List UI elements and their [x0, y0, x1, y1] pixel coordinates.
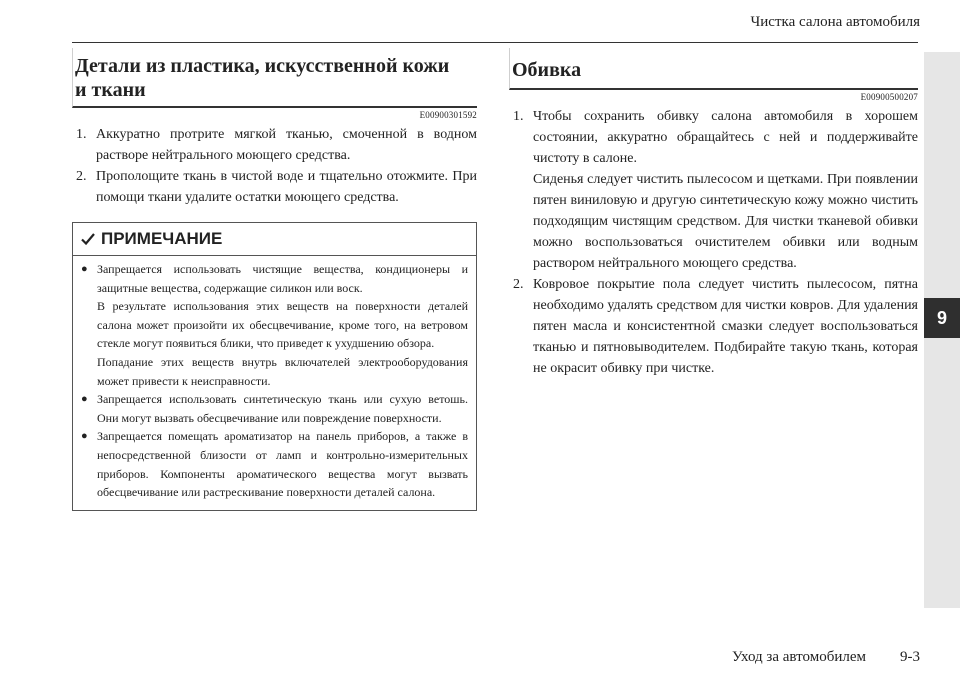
- section-code: E00900301592: [419, 110, 477, 120]
- section-code: E00900500207: [860, 92, 918, 102]
- left-column: [72, 48, 477, 511]
- step-number: 1.: [76, 127, 87, 142]
- chapter-number-tab[interactable]: 9: [924, 298, 960, 338]
- note-paragraph: Запрещается использовать синтетическую ткань или сухую ветошь. Они могут вызвать обесцвечивание или повреждение поверхности.: [97, 392, 468, 425]
- step-paragraph: Ковровое покрытие пола следует чистить пылесосом, пятна необходимо удалять средством для чистки ковров. Для удаления пятен масла и консистентной смазки следует воспользоваться тканью и пятновыводителем. Подбирайте такую ткань, которая не окрасит обивку при чистке.: [533, 277, 918, 376]
- note-paragraph: В результате использования этих веществ на поверхности деталей салона может произойти их обесцвечивание, кроме того, на ветровом стекле могут появиться блики, что приведет к ухудшению обзора.: [97, 299, 468, 351]
- right-column: [509, 48, 918, 379]
- note-title: ПРИМЕЧАНИЕ: [101, 229, 223, 248]
- list-item: [81, 427, 468, 501]
- running-header: Чистка салона автомобиля: [750, 14, 920, 30]
- step-number: 2.: [76, 169, 87, 184]
- right-steps-list: [509, 106, 918, 379]
- list-item: [81, 390, 468, 427]
- page-footer: [732, 649, 920, 666]
- step-paragraph: Сиденья следует чистить пылесосом и щетками. При появлении пятен виниловую и другую синтетическую кожу можно чистить подходящим чистящим средством. Для чистки тканевой обивки можно воспользоваться очистителем обивки или водным раствором нейтрального моющего средства.: [533, 172, 918, 271]
- footer-section-name: Уход за автомобилем: [731, 649, 866, 665]
- bullet-icon: ●: [81, 393, 88, 406]
- note-paragraph: Попадание этих веществ внутрь включателей электрооборудования может привести к неисправности.: [97, 354, 468, 388]
- section-heading-line-2: и ткани: [75, 79, 146, 101]
- list-item: [81, 260, 468, 390]
- checkmark-icon: [81, 232, 95, 246]
- step-number: 2.: [513, 277, 524, 292]
- bullet-icon: ●: [81, 263, 88, 275]
- step-text: Аккуратно протрите мягкой тканью, смоченной в водном растворе нейтрального моющего средства.: [96, 127, 477, 163]
- step-text: Прополощите ткань в чистой воде и тщательно отожмите. При помощи ткани удалите остатки моющего средства.: [96, 169, 477, 205]
- bullet-icon: ●: [81, 430, 88, 443]
- page-number: 9-3: [900, 649, 920, 665]
- section-heading-upholstery: Обивка: [509, 48, 918, 90]
- note-paragraph: Запрещается помещать ароматизатор на панель приборов, а также в непосредственной близости от ламп и контрольно-измерительных приборов. Компоненты ароматического вещества могут вызвать обесцвечивание или растрескивание поверхности деталей салона.: [97, 429, 468, 500]
- list-item: [72, 166, 477, 208]
- step-number: 1.: [513, 109, 524, 124]
- list-item: [72, 124, 477, 166]
- section-heading-plastic: [72, 48, 477, 108]
- list-item: [509, 274, 918, 379]
- section-heading-line-1: Детали из пластика, искусственной кожи: [75, 55, 450, 77]
- note-header: [73, 223, 476, 256]
- list-item: [509, 106, 918, 274]
- step-paragraph: Чтобы сохранить обивку салона автомобиля в хорошем состоянии, аккуратно обращайтесь с ней и поддерживайте чистоту в салоне.: [533, 109, 918, 166]
- note-box: [72, 222, 477, 511]
- left-steps-list: [72, 124, 477, 208]
- note-body: [73, 256, 476, 510]
- header-rule: [72, 42, 918, 43]
- note-paragraph: Запрещается использовать чистящие вещества, кондиционеры и защитные вещества, содержащие силикон или воск.: [97, 262, 468, 295]
